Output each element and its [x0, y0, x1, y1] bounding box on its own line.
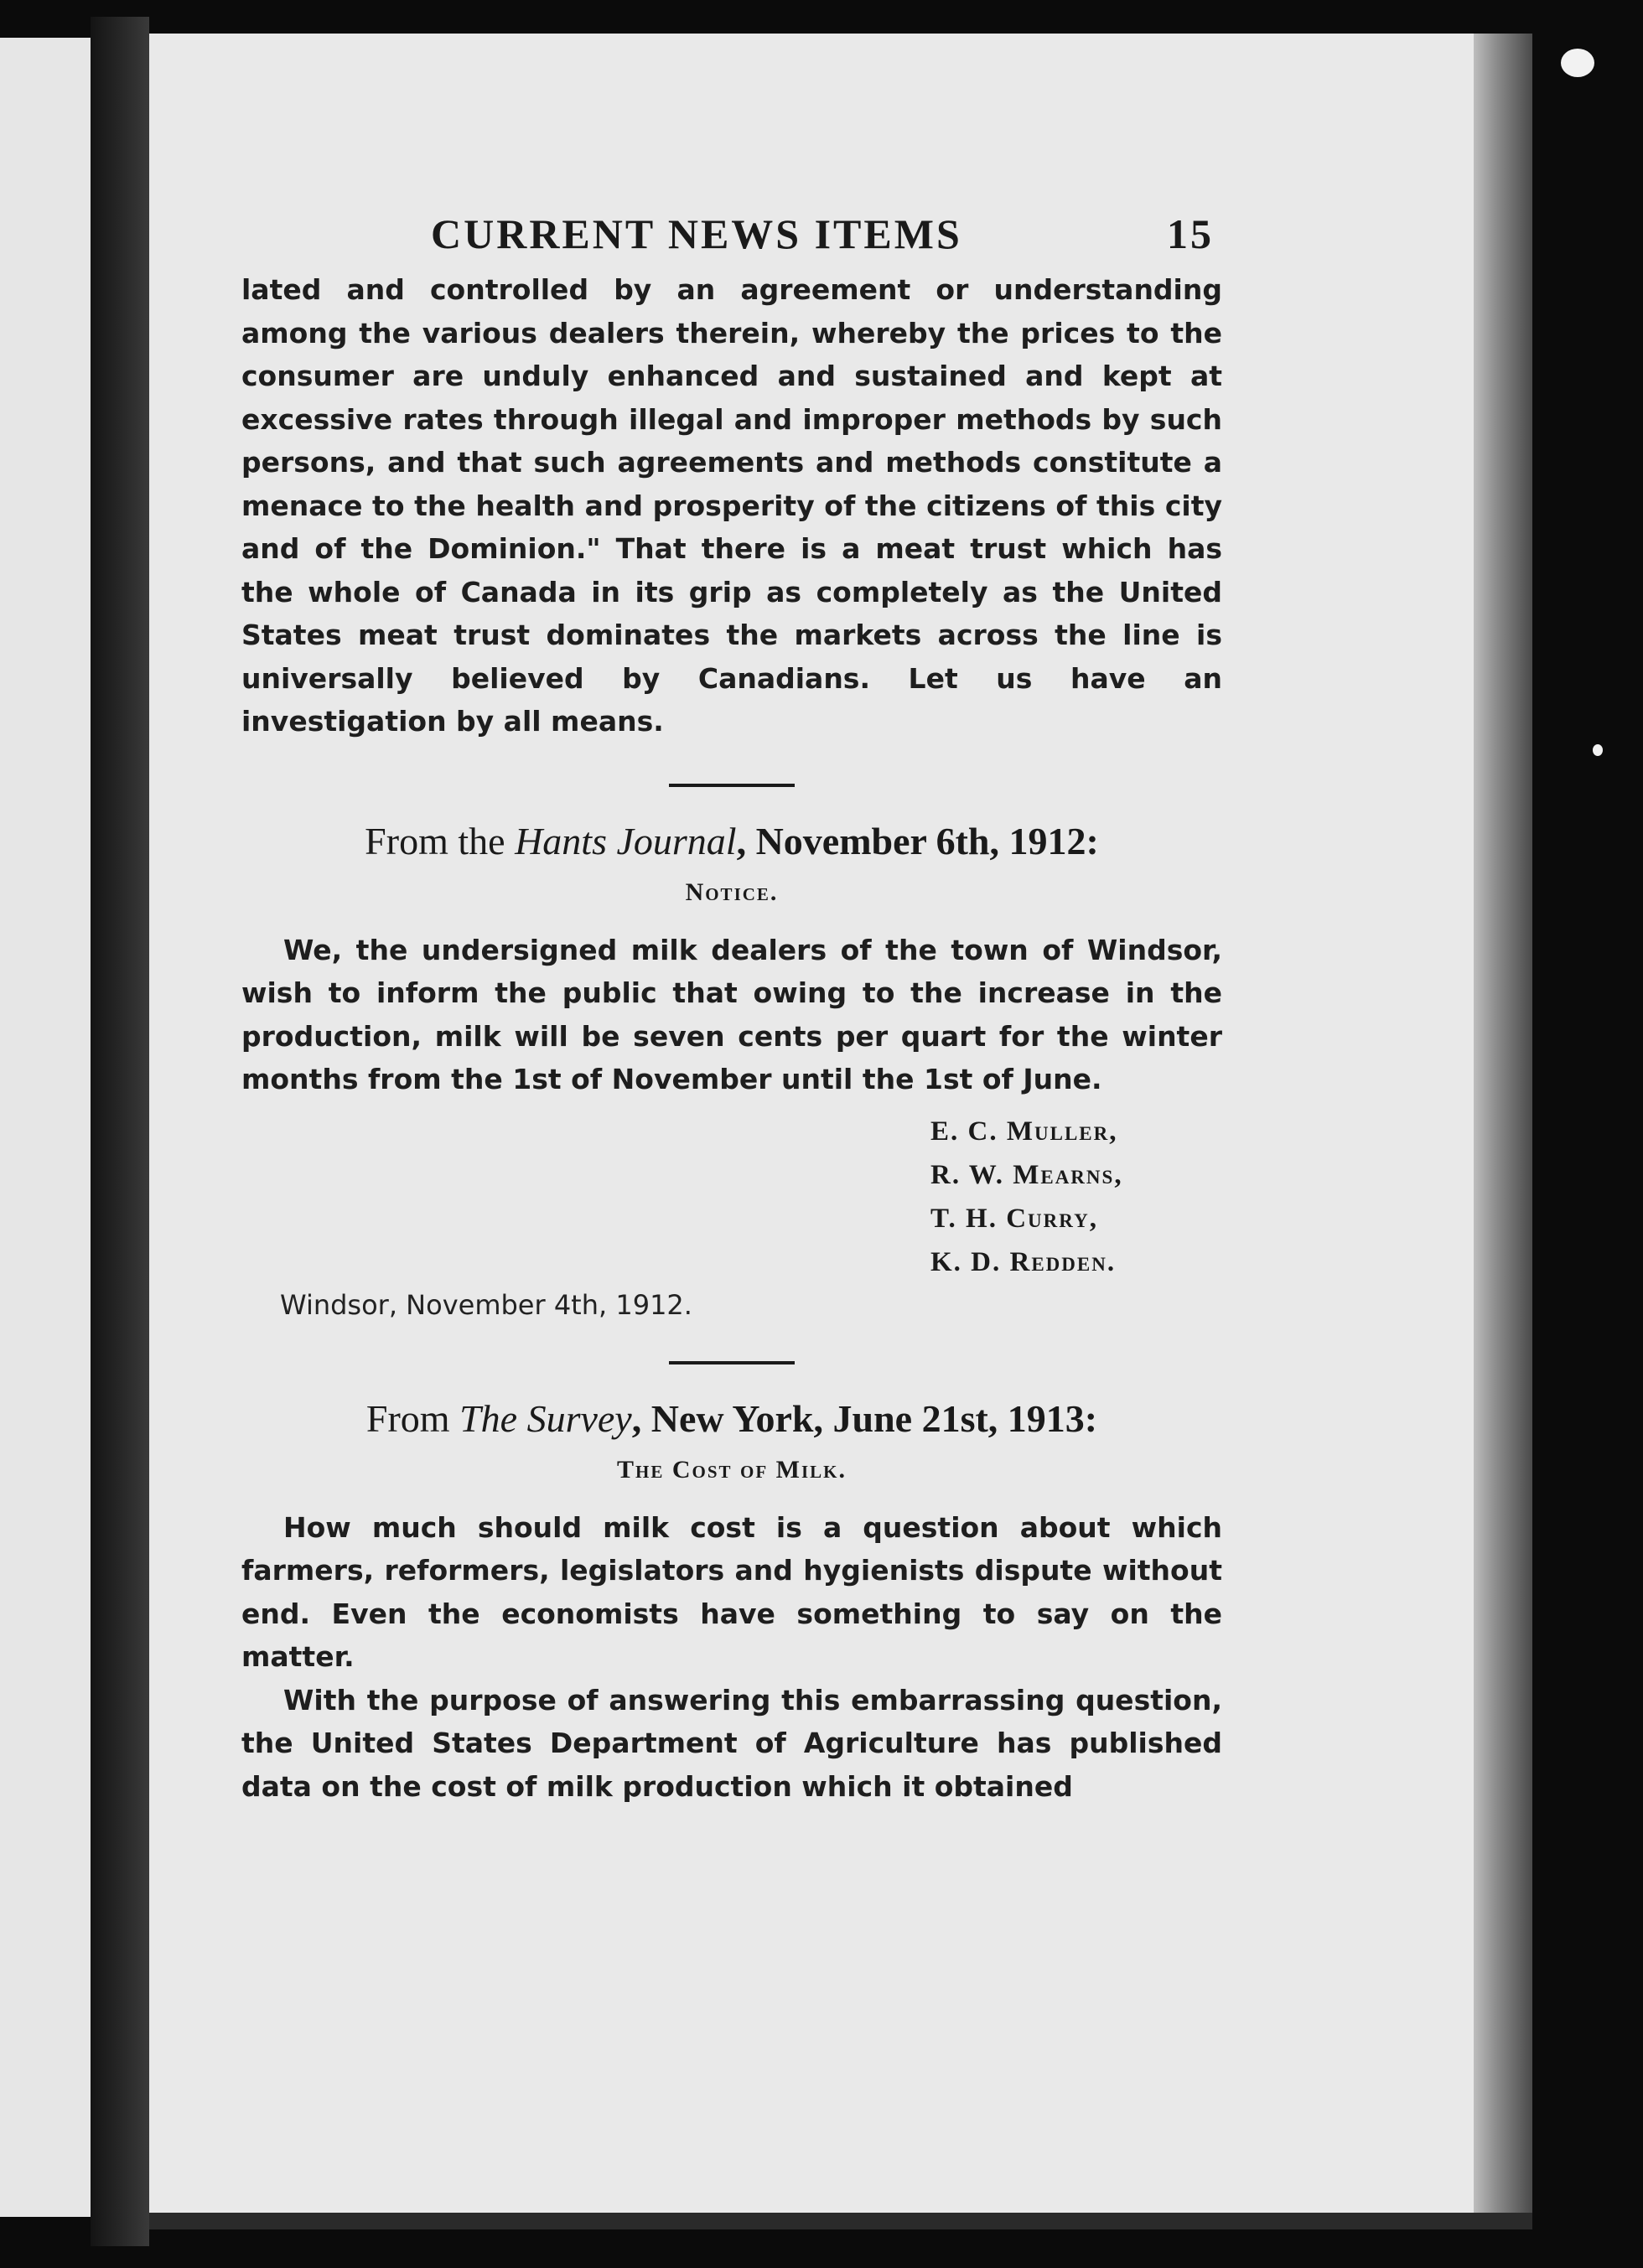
page-edge-shadow — [1474, 34, 1532, 2213]
signature: E. C. Muller, — [930, 1116, 1118, 1147]
notice-paragraph: We, the undersigned milk dealers of the town of Windsor, wish to inform the public that owing to the increase in the production, milk will be seven cents per quart for the winter months from the 1st of November until the 1st of June. — [241, 933, 1222, 1095]
scan-speck — [1593, 744, 1603, 756]
notice-dateline: Windsor, November 4th, 1912. — [280, 1288, 692, 1321]
section-divider — [669, 784, 795, 787]
book-gutter — [91, 17, 149, 2246]
source-date: , November 6th, 1912: — [736, 819, 1099, 862]
article-paragraph: With the purpose of answering this embarrassing question, the United States Department of Agriculture has published data on the cost of milk production which it obtained — [241, 1683, 1222, 1803]
signature: K. D. Redden. — [930, 1246, 1117, 1277]
signature-list — [930, 1110, 1222, 1284]
source-title: The Survey — [459, 1396, 632, 1440]
source-date: , New York, June 21st, 1913: — [631, 1396, 1098, 1440]
signature: T. H. Curry, — [930, 1203, 1098, 1234]
article-paragraph: How much should milk cost is a question about which farmers, reformers, legislators and hygienists dispute without end. Even the economists have something to say on the matter. — [241, 1510, 1222, 1673]
source-prefix: From — [365, 1396, 460, 1440]
previous-page-edge — [0, 38, 91, 2217]
notice-heading: Notice. — [685, 878, 779, 906]
page-bottom-edge — [149, 2213, 1532, 2229]
page-number: 15 — [1167, 210, 1214, 257]
scan-speck — [1561, 49, 1594, 77]
running-head — [241, 210, 1222, 268]
source-prefix: From the — [365, 819, 516, 862]
article-heading: The Cost of Milk. — [616, 1455, 847, 1484]
signature: R. W. Mearns, — [930, 1159, 1123, 1190]
continued-paragraph: lated and controlled by an agreement or understanding among the various dealers therein, whereby the prices to the consumer are unduly enhanced and sustained and kept at excessive rates through illegal and improper methods by such persons, and that such agreements and methods constitute a menace to the health and prosperity of the citizens of this city and of the Dominion." That there is a meat trust which has the whole of Canada in its grip as completely as the United States meat trust dominates the markets across the line is universally believed by Canadians. Let us have an investigation by all means. — [241, 273, 1222, 738]
source-title: Hants Journal — [515, 819, 737, 862]
source-line-the-survey — [241, 1396, 1222, 1441]
page-content — [241, 210, 1222, 1808]
running-title: CURRENT NEWS ITEMS — [431, 210, 962, 257]
section-divider — [669, 1361, 795, 1364]
source-line-hants-journal — [241, 819, 1222, 863]
